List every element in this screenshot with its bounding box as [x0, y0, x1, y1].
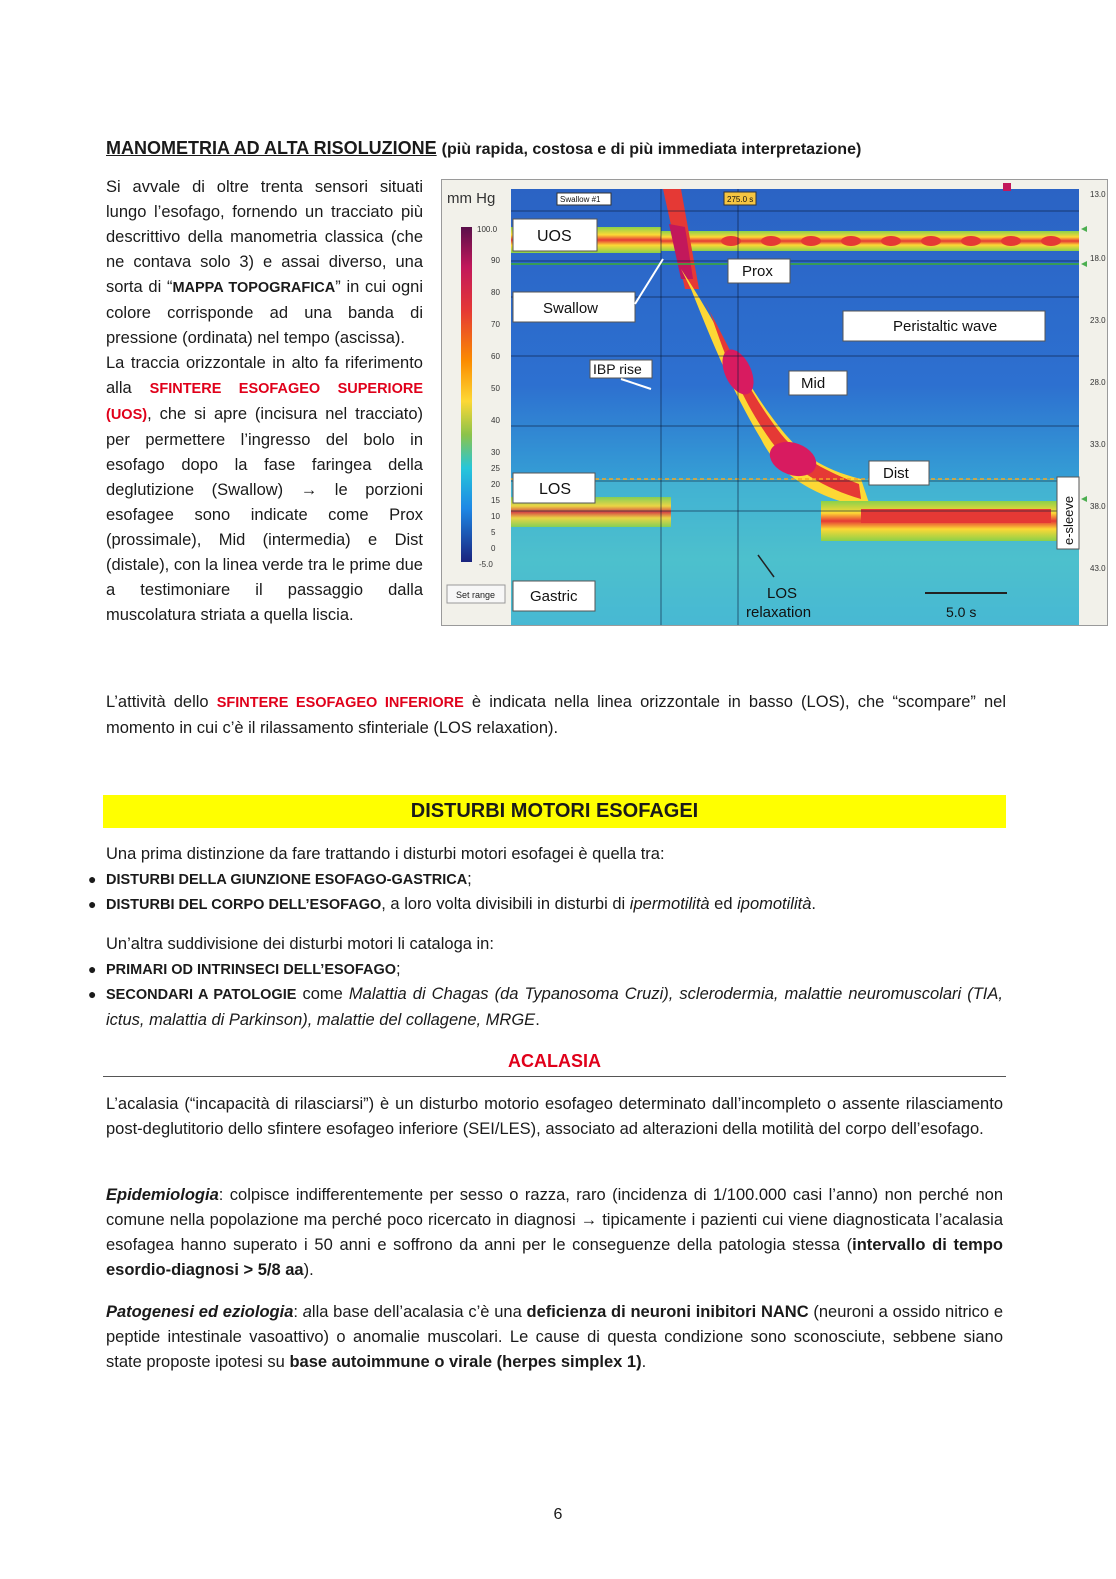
arrow-right-icon: → — [580, 1211, 598, 1229]
bullet-2-end: . — [811, 895, 816, 913]
pat-bold-1: deficienza di neuroni inibitori NANC — [526, 1303, 809, 1321]
set-range-label: Set range — [456, 590, 496, 600]
sub-bullet-2-mid: come — [296, 985, 349, 1003]
label-los: LOS — [539, 481, 572, 498]
intro-p1c: ” in cui ogni colore corrisponde ad una banda di pressione (ordinata) nel tempo (ascissa). — [106, 278, 423, 347]
scale-tick: 15 — [491, 496, 500, 505]
acalasia-title: ACALASIA — [508, 1051, 601, 1071]
label-uos: UOS — [537, 228, 572, 245]
time-tag-label: 275.0 s — [727, 195, 754, 204]
uos-highlight: SFINTERE ESOFAGEO SUPERIORE (UOS) — [106, 381, 423, 423]
scale-tick: 0 — [491, 544, 496, 553]
marker-icon — [1003, 183, 1011, 191]
bullet-2-bold: DISTURBI DEL CORPO DELL’ESOFAGO — [106, 897, 382, 913]
epi-b: tipicamente i pazienti cui viene diagnosticata l’acalasia esofagea hanno superato i 50 anni e soffrono da anni per le conseguenze della patologia stessa ( — [106, 1211, 1003, 1254]
los-p-c: è indicata nella linea orizzontale in basso (LOS), che “scompare” nel momento in cui c’è il rilassamento sfinteriale (LOS relaxation). — [106, 693, 1006, 737]
intro-text — [106, 175, 423, 628]
sub-bullet-2-italic: Malattia di Chagas (da Typanosoma Cruzi), sclerodermia, malattie neuromuscolari (TIA, ictus, malattia di Parkinson), malattie del collagene, MRGE — [106, 985, 1003, 1029]
pressure-scale-bar — [461, 227, 472, 562]
pat-c: (neuroni a ossido nitrico e peptide intestinale vasoattivo) o anomalie muscolari. Le cause di questa condizione sono sconosciute, sebbene siano state proposte ipotesi su — [106, 1303, 1004, 1371]
intro-paragraph-2 — [106, 351, 423, 628]
page-number: 6 — [553, 1506, 563, 1523]
sub-bullet-1-end: ; — [396, 960, 401, 978]
label-e-sleeve: e-sleeve — [1061, 495, 1076, 545]
scale-tick: 10 — [491, 512, 500, 521]
right-tick: 28.0 — [1090, 378, 1106, 387]
distinction-bullet-2 — [106, 892, 1003, 918]
subdivision-bullet-1 — [106, 957, 1003, 983]
label-swallow: Swallow — [543, 300, 599, 317]
scale-tick: 30 — [491, 448, 500, 457]
scale-tick: 20 — [491, 480, 500, 489]
intro-p2d: le porzioni esofagee sono indicate come Prox (prossimale), Mid (intermedia) e Dist (distale), con la linea verde tra le prime due a testimoniare il passaggio dalla muscolatura striata a quella liscia. — [106, 481, 424, 624]
intro-p1a: Si avvale di oltre trenta sensori situati lungo l’esofago, fornendo un tracciato più descrittivo della manometria classica (che ne contava solo 3) e assai diverso, una sorta di “ — [106, 178, 423, 296]
epi-a: : colpisce indifferentemente per sesso o razza, raro (incidenza di 1/100.000 casi l’anno) non perché non comune nella popolazione ma perché poco ricercato in diagnosi — [106, 1186, 1003, 1229]
pat-a: : — [293, 1303, 303, 1321]
intro-p2c: , che si apre (incisura nel tracciato) per permettere l’ingresso del bolo in esofago dopo la fase faringea della deglutizione (Swallow) — [106, 405, 423, 499]
label-prox: Prox — [742, 263, 773, 280]
acalasia-definition: L’acalasia (“incapacità di rilasciarsi”) è un disturbo motorio esofageo determinato dall’incompleto o assente rilasciamento post-deglutitorio dello sfintere esofageo inferiore (SEI/LES), associato ad alterazioni della motilità del corpo dell’esofago. — [106, 1095, 1003, 1138]
sub-bullet-2-bold: SECONDARI A PATOLOGIE — [106, 987, 297, 1003]
scale-tick: 100.0 — [477, 225, 498, 234]
scale-tick: 80 — [491, 288, 500, 297]
label-gastric: Gastric — [530, 588, 578, 605]
label-los-relax-2: relaxation — [746, 604, 812, 621]
epi-bold: intervallo di tempo esordio-diagnosi > 5/8 aa — [106, 1236, 1004, 1279]
bullet-icon: ● — [88, 896, 97, 912]
label-dist: Dist — [883, 465, 909, 482]
right-tick: 23.0 — [1090, 316, 1106, 325]
epidemiology-label: Epidemiologia — [106, 1186, 219, 1204]
mappa-topografica: MAPPA TOPOGRAFICA — [172, 280, 336, 296]
sub-bullet-1-bold: PRIMARI OD INTRINSECI DELL’ESOFAGO — [106, 962, 397, 978]
bullet-1-bold: DISTURBI DELLA GIUNZIONE ESOFAGO-GASTRICA — [106, 872, 468, 888]
section-banner: DISTURBI MOTORI ESOFAGEI — [103, 795, 1006, 828]
section-heading — [106, 136, 861, 162]
intro-paragraph-1 — [106, 175, 423, 351]
right-tick: 13.0 — [1090, 190, 1106, 199]
scale-tick: 5 — [491, 528, 496, 537]
topography-plot — [511, 189, 1079, 625]
epi-end: ). — [303, 1261, 314, 1279]
heading-subtitle: (più rapida, costosa e di più immediata interpretazione) — [441, 141, 862, 158]
bullet-2-and: ed — [709, 895, 738, 913]
pat-b: lla base dell’acalasia c’è una — [311, 1303, 527, 1321]
los-paragraph — [106, 690, 1006, 741]
scale-tick: 60 — [491, 352, 500, 361]
ipomotilita: ipomotilità — [737, 895, 812, 913]
arrow-right-icon: → — [300, 481, 318, 499]
subdivision-intro: Un’altra suddivisione dei disturbi motori li cataloga in: — [106, 935, 494, 953]
scale-tick: 50 — [491, 384, 500, 393]
unit-label: mm Hg — [447, 190, 496, 207]
pat-end: . — [641, 1353, 647, 1371]
los-highlight: SFINTERE ESOFAGEO INFERIORE — [216, 695, 464, 711]
right-tick: 43.0 — [1090, 564, 1106, 573]
epidemiology-paragraph — [106, 1183, 1003, 1283]
divider — [103, 1076, 1006, 1077]
swallow-tag-label: Swallow #1 — [560, 195, 601, 204]
bullet-icon: ● — [88, 961, 97, 977]
label-mid: Mid — [801, 375, 826, 392]
distinction-intro: Una prima distinzione da fare trattando i disturbi motori esofagei è quella tra: — [106, 845, 665, 863]
scale-tick: -5.0 — [479, 560, 493, 569]
los-p-a: L’attività dello — [106, 693, 217, 711]
scale-tick: 70 — [491, 320, 500, 329]
hrm-figure — [441, 179, 1108, 626]
right-tick: 38.0 — [1090, 502, 1106, 511]
subdivision-bullet-2 — [106, 982, 1003, 1033]
bullet-1-end: ; — [467, 870, 472, 888]
pat-bold-2: base autoimmune o virale (herpes simplex 1) — [289, 1353, 642, 1371]
label-ibp-rise: IBP rise — [593, 361, 642, 377]
bullet-icon: ● — [88, 871, 97, 887]
bullet-icon: ● — [88, 986, 97, 1002]
distinction-bullet-1 — [106, 867, 1003, 893]
sub-bullet-2-end: . — [535, 1011, 540, 1029]
scale-tick: 25 — [491, 464, 500, 473]
right-tick: 18.0 — [1090, 254, 1106, 263]
label-peristaltic-wave: Peristaltic wave — [893, 318, 998, 335]
intro-p2a: La traccia orizzontale in alto fa riferimento alla — [106, 354, 423, 397]
scale-tick: 40 — [491, 416, 500, 425]
heading-title: MANOMETRIA AD ALTA RISOLUZIONE — [106, 138, 437, 158]
bullet-2-mid: , a loro volta divisibili in disturbi di — [381, 895, 630, 913]
ipermotilita: ipermotilità — [629, 895, 710, 913]
pat-a-italic: a — [302, 1303, 312, 1321]
pathogenesis-paragraph — [106, 1300, 1003, 1375]
right-tick: 33.0 — [1090, 440, 1106, 449]
scale-tick: 90 — [491, 256, 500, 265]
label-time-scale: 5.0 s — [946, 604, 977, 620]
pathogenesis-label: Patogenesi ed eziologia — [106, 1303, 294, 1321]
label-los-relax-1: LOS — [767, 585, 798, 602]
